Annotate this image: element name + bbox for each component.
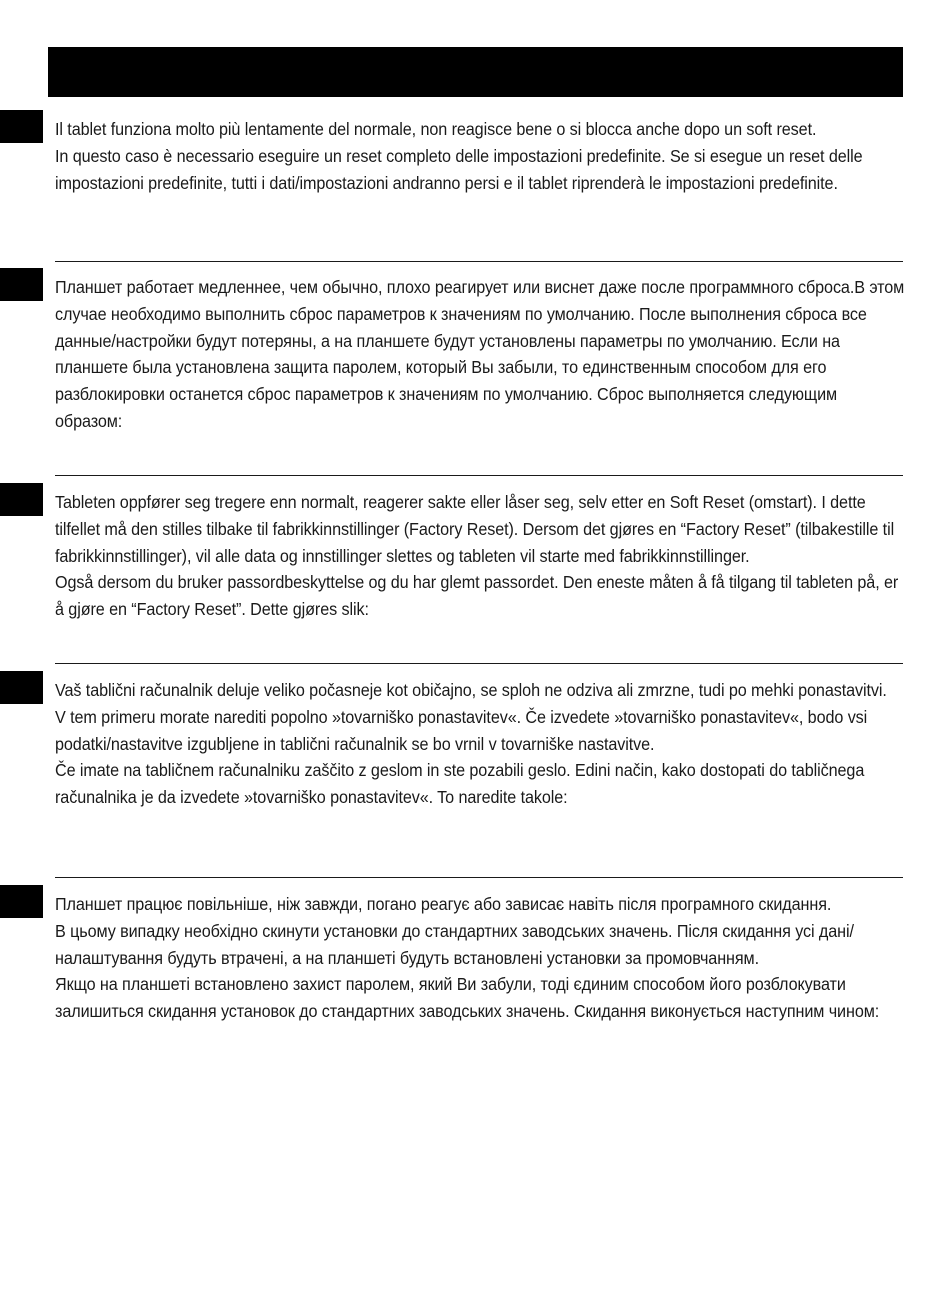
paragraph: В цьому випадку необхідно скинути установки до стандартних заводських значень. Після скидання усі дані/налаштування будуть втрачені, а на планшеті будуть встановлені установки за промовчанням. — [55, 920, 854, 968]
paragraph: Планшет працює повільніше, ніж завжди, погано реагує або зависає навіть після програмного скидання. — [55, 894, 832, 914]
section-text — [55, 489, 906, 623]
paragraph: Vaš tablični računalnik deluje veliko počasneje kot običajno, se sploh ne odziva ali zmrzne, tudi po mehki ponastavitvi. — [55, 680, 887, 700]
section-divider — [55, 261, 903, 262]
section-divider — [55, 475, 903, 476]
paragraph: V tem primeru morate narediti popolno »tovarniško ponastavitev«. Če izvedete »tovarniško ponastavitev«, bodo vsi podatki/nastavitve izgubljene in tablični računalnik se bo vrnil v tovarniške nastavitve. — [55, 706, 868, 754]
paragraph: Планшет работает медленнее, чем обычно, плохо реагирует или виснет даже после программного сброса.В этом случае необходимо выполнить сброс параметров к значениям по умолчанию. После выполнения сброса все данные/настройки будут потеряны, а на планшете будут установлены параметры по умолчанию. Если на планшете была установлена защита паролем, который Вы забыли, то единственным способом для его разблокировки останется сброс параметров к значениям по умолчанию. Сброс выполняется следующим образом: — [55, 277, 905, 431]
paragraph: Якщо на планшеті встановлено захист паролем, який Ви забули, тоді єдиним способом його розблокувати залишиться скидання установок до стандартних заводських значень. Скидання виконується наступним чином: — [55, 974, 880, 1022]
section-divider — [55, 663, 903, 664]
section-text — [55, 116, 906, 196]
language-tab-marker — [0, 885, 43, 918]
language-tab-marker — [0, 483, 43, 516]
section-text — [55, 274, 906, 435]
language-tab-marker — [0, 268, 43, 301]
language-tab-marker — [0, 110, 43, 143]
paragraph: Il tablet funziona molto più lentamente del normale, non reagisce bene o si blocca anche dopo un soft reset. — [55, 119, 817, 139]
section-text — [55, 891, 906, 1025]
paragraph: Tableten oppfører seg tregere enn normalt, reagerer sakte eller låser seg, selv etter en Soft Reset (omstart). I dette tilfellet må den stilles tilbake til fabrikkinnstillinger (Factory Reset). Dersom det gjøres en “Factory Reset” (tilbakestille til fabrikkinnstillinger), vil alle data og innstillinger slettes og tableten vil starte med fabrikkinnstillinger. — [55, 492, 895, 566]
header-bar — [48, 47, 903, 97]
section-divider — [55, 877, 903, 878]
paragraph: Også dersom du bruker passordbeskyttelse og du har glemt passordet. Den eneste måten å få tilgang til tableten på, er å gjøre en “Factory Reset”. Dette gjøres slik: — [55, 572, 899, 620]
paragraph: Če imate na tabličnem računalniku zaščito z geslom in ste pozabili geslo. Edini način, kako dostopati do tabličnega računalnika je da izvedete »tovarniško ponastavitev«. To naredite takole: — [55, 760, 865, 808]
paragraph: In questo caso è necessario eseguire un reset completo delle impostazioni predefinite. Se si esegue un reset delle impostazioni predefinite, tutti i dati/impostazioni andranno persi e il tablet riprenderà le impostazioni predefinite. — [55, 145, 863, 193]
section-text — [55, 677, 906, 811]
language-tab-marker — [0, 671, 43, 704]
